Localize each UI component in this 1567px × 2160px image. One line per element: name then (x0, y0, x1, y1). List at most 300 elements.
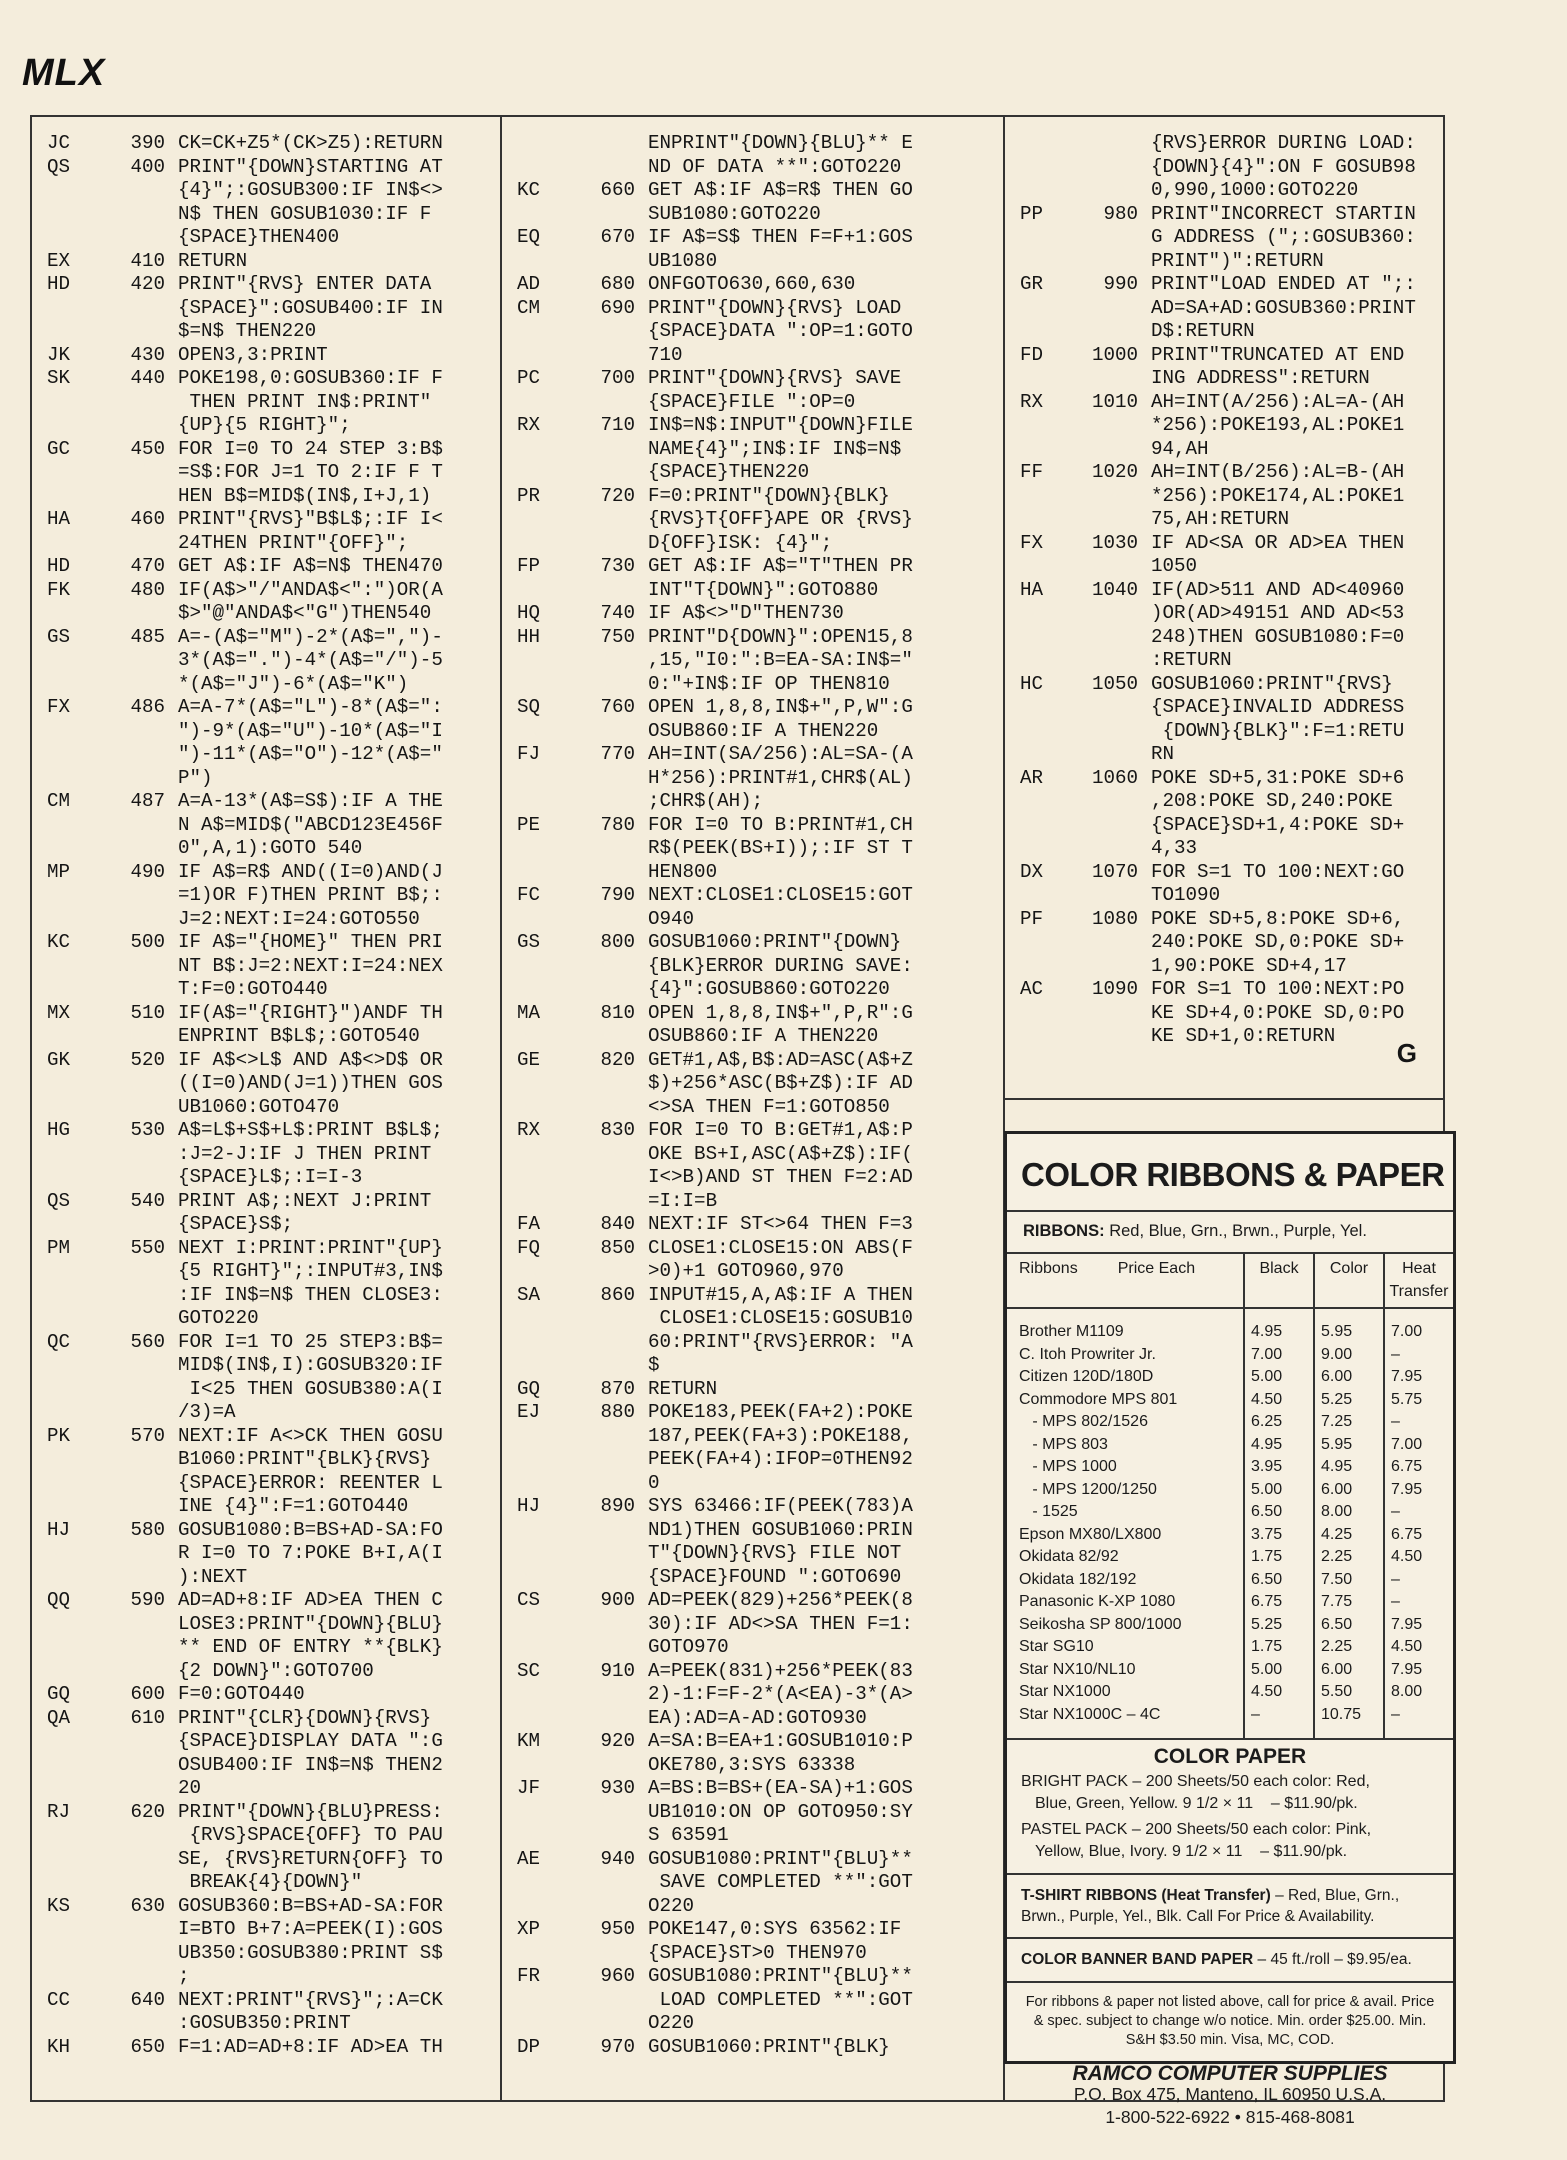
code-text: FOR I=0 TO B:PRINT#1,CH (648, 813, 913, 836)
price-color: 5.50 (1314, 1681, 1384, 1704)
price-row (1007, 1501, 1453, 1524)
code-line (1005, 861, 1445, 885)
code-text: 94,AH (1151, 437, 1209, 460)
code-line (502, 1707, 1003, 1731)
checksum: GQ (517, 1377, 541, 1400)
price-black: 5.25 (1244, 1614, 1314, 1637)
code-text: RETURN (178, 249, 248, 272)
code-text: UB1010:ON OP GOTO950:SY (648, 1800, 913, 1823)
code-line (502, 1754, 1003, 1778)
code-line (502, 626, 1003, 650)
printer-name: Star NX1000C – 4C (1019, 1705, 1161, 1723)
line-number (567, 508, 648, 532)
price-black: 3.95 (1244, 1456, 1314, 1479)
line-number (567, 978, 648, 1002)
checksum: HD (47, 555, 71, 577)
checksum (502, 1472, 567, 1496)
code-line (502, 297, 1003, 321)
line-number: 1020 (1091, 461, 1138, 483)
pastel-pack-line2: Yellow, Blue, Ivory. 9 1/2 × 11 – $11.90/pk. (1035, 1843, 1348, 1860)
price-color: 8.00 (1314, 1501, 1384, 1524)
line-number: 890 (600, 1495, 635, 1517)
code-text: A=SA:B=EA+1:GOSUB1010:P (648, 1730, 913, 1752)
line-number (1070, 602, 1151, 626)
code-text: IF A$=R$ AND((I=0)AND(J (178, 860, 443, 883)
code-text: 75,AH:RETURN (1151, 508, 1290, 530)
checksum (502, 1683, 567, 1707)
paper-title: COLOR PAPER (1153, 1745, 1307, 1768)
code-line (502, 1025, 1003, 1049)
code-text: PRINT"D{DOWN}":OPEN15,8 (648, 625, 913, 648)
checksum (32, 673, 97, 697)
checksum (32, 1918, 97, 1942)
code-text: OSUB860:IF A THEN220 (648, 719, 879, 742)
line-number: 980 (1103, 202, 1138, 225)
price-black: 6.50 (1244, 1501, 1314, 1524)
code-text: 20 (178, 1777, 202, 1799)
checksum: MA (517, 1001, 541, 1024)
code-text: IN$=N$:INPUT"{DOWN}FILE (648, 414, 913, 436)
checksum (502, 1354, 567, 1378)
checksum: KM (517, 1730, 541, 1752)
line-number: 440 (130, 367, 165, 389)
line-number (97, 720, 178, 744)
code-line (502, 1965, 1003, 1989)
checksum: FQ (517, 1236, 541, 1259)
code-line (32, 438, 500, 462)
line-number: 530 (130, 1119, 165, 1141)
line-number (97, 767, 178, 791)
checksum: EQ (517, 226, 541, 248)
line-number: 400 (130, 155, 165, 178)
line-number (97, 1378, 178, 1402)
price-color: 6.50 (1314, 1614, 1384, 1637)
checksum (502, 320, 567, 344)
line-number: 487 (130, 790, 165, 812)
code-line (502, 1824, 1003, 1848)
code-line (1005, 297, 1445, 321)
checksum (32, 1354, 97, 1378)
code-line (32, 485, 500, 509)
line-number: 800 (600, 931, 635, 953)
line-number (1070, 884, 1151, 908)
price-heat: – (1384, 1704, 1453, 1727)
line-number (97, 226, 178, 250)
line-number (567, 532, 648, 556)
checksum (32, 1566, 97, 1590)
code-line (502, 1519, 1003, 1543)
code-text: B1060:PRINT"{BLK}{RVS} (178, 1448, 432, 1470)
checksum: AC (1020, 978, 1044, 1000)
code-text: =1)OR F)THEN PRINT B$;: (178, 884, 443, 906)
code-text: PRINT"{RVS} ENTER DATA (178, 273, 432, 295)
code-text: {SPACE}THEN400 (178, 226, 340, 248)
checksum: MP (47, 860, 71, 883)
code-line (1005, 1002, 1445, 1026)
line-number (567, 250, 648, 274)
checksum (32, 1096, 97, 1120)
line-number (567, 1190, 648, 1214)
line-number (567, 579, 648, 603)
code-text: ND1)THEN GOSUB1060:PRIN (648, 1518, 913, 1541)
code-text: IF A$<>"D"THEN730 (648, 602, 844, 624)
checksum (32, 203, 97, 227)
line-number (567, 344, 648, 368)
line-number: 940 (600, 1847, 635, 1870)
line-number (567, 1025, 648, 1049)
code-line (32, 884, 500, 908)
line-number (567, 1260, 648, 1284)
price-row (1007, 1546, 1453, 1569)
code-line (502, 1613, 1003, 1637)
checksum (502, 1072, 567, 1096)
line-number: 580 (130, 1518, 165, 1541)
price-heat: – (1384, 1569, 1453, 1592)
line-number (567, 1448, 648, 1472)
checksum (502, 1425, 567, 1449)
code-line (1005, 790, 1445, 814)
line-number (567, 837, 648, 861)
code-text: *256):POKE193,AL:POKE1 (1151, 414, 1405, 436)
line-number (567, 767, 648, 791)
line-number (567, 908, 648, 932)
line-number: 950 (600, 1918, 635, 1940)
code-line (502, 978, 1003, 1002)
code-line (502, 1895, 1003, 1919)
line-number (567, 1425, 648, 1449)
code-line (502, 485, 1003, 509)
checksum (1005, 414, 1070, 438)
line-number: 730 (600, 555, 635, 577)
code-line (502, 1918, 1003, 1942)
code-line (32, 649, 500, 673)
listing-column-1 (32, 117, 502, 2100)
line-number (97, 485, 178, 509)
code-line (32, 790, 500, 814)
code-line (32, 132, 500, 156)
checksum: DP (517, 2035, 541, 2058)
code-text: N$ THEN GOSUB1030:IF F (178, 202, 432, 225)
line-number: 990 (1103, 273, 1138, 295)
checksum (32, 226, 97, 250)
line-number (97, 837, 178, 861)
line-number (97, 1965, 178, 1989)
line-number (97, 1354, 178, 1378)
line-number: 1080 (1091, 907, 1138, 930)
checksum: QQ (47, 1589, 71, 1611)
checksum (502, 649, 567, 673)
checksum: JF (517, 1777, 541, 1799)
code-text: ;CHR$(AH); (648, 790, 764, 812)
code-text: GOTO970 (648, 1636, 729, 1658)
printer-name: Panasonic K-XP 1080 (1019, 1593, 1176, 1610)
code-line (502, 1190, 1003, 1214)
checksum: FK (47, 578, 71, 601)
line-number (97, 1660, 178, 1684)
price-color: 2.25 (1314, 1636, 1384, 1659)
line-number (97, 1566, 178, 1590)
code-text: GET A$:IF A$="T"THEN PR (648, 555, 913, 577)
code-line (1005, 250, 1445, 274)
code-line (32, 1942, 500, 1966)
code-line (32, 1307, 500, 1331)
checksum (32, 1166, 97, 1190)
checksum: QA (47, 1706, 71, 1729)
banner-label: COLOR BANNER BAND PAPER (1021, 1951, 1254, 1968)
checksum (32, 908, 97, 932)
price-row (1007, 1456, 1453, 1479)
checksum (32, 1143, 97, 1167)
bright-pack (1021, 1771, 1439, 1815)
code-text: T:F=0:GOTO440 (178, 978, 328, 1000)
price-row (1007, 1479, 1453, 1502)
code-line (32, 2036, 500, 2060)
code-line (32, 1824, 500, 1848)
checksum (502, 438, 567, 462)
printer-name: Star NX10/NL10 (1019, 1660, 1136, 1678)
price-color: 6.00 (1314, 1659, 1384, 1682)
code-text: FOR I=1 TO 25 STEP3:B$= (178, 1330, 443, 1353)
checksum (502, 461, 567, 485)
code-line (502, 1495, 1003, 1519)
line-number: 1000 (1091, 343, 1138, 366)
line-number: 640 (130, 1988, 165, 2011)
checksum (502, 1613, 567, 1637)
code-line (32, 908, 500, 932)
code-line (502, 790, 1003, 814)
code-line (502, 696, 1003, 720)
code-line (502, 1472, 1003, 1496)
code-text: POKE183,PEEK(FA+2):POKE (648, 1401, 913, 1423)
price-heat: – (1384, 1411, 1453, 1434)
checksum: GR (1020, 273, 1044, 295)
code-text: CLOSE1:CLOSE15:GOSUB10 (648, 1307, 913, 1329)
checksum (502, 1166, 567, 1190)
checksum: DX (1020, 860, 1044, 883)
end-mark: G (1396, 1038, 1417, 1068)
code-line (1005, 367, 1445, 391)
code-line (32, 414, 500, 438)
line-number: 820 (600, 1048, 635, 1071)
price-black: 5.00 (1244, 1659, 1314, 1682)
price-color: 4.95 (1314, 1456, 1384, 1479)
checksum: QC (47, 1330, 71, 1353)
price-row (1007, 1704, 1453, 1727)
line-number: 450 (130, 437, 165, 460)
checksum: FX (47, 696, 71, 718)
checksum: RX (517, 414, 541, 436)
code-line (1005, 320, 1445, 344)
code-line (32, 1260, 500, 1284)
code-text: ((I=0)AND(J=1))THEN GOS (178, 1072, 443, 1094)
line-number (97, 1072, 178, 1096)
code-text: INE {4}":F=1:GOTO440 (178, 1495, 409, 1517)
line-number: 650 (130, 2035, 165, 2058)
line-number (567, 1307, 648, 1331)
code-line (32, 1284, 500, 1308)
line-number (1070, 626, 1151, 650)
line-number (97, 1871, 178, 1895)
code-line (502, 931, 1003, 955)
line-number (567, 1707, 648, 1731)
checksum: SQ (517, 696, 541, 718)
line-number (1070, 156, 1151, 180)
code-line (502, 814, 1003, 838)
code-text: LOAD COMPLETED **":GOT (648, 1988, 913, 2011)
code-text: F=1:AD=AD+8:IF AD>EA TH (178, 2035, 443, 2058)
line-number: 700 (600, 367, 635, 389)
code-line (32, 2012, 500, 2036)
code-line (1005, 156, 1445, 180)
code-text: LOSE3:PRINT"{DOWN}{BLU} (178, 1612, 443, 1635)
code-line (32, 1566, 500, 1590)
code-text: GET A$:IF A$=R$ THEN GO (648, 179, 913, 201)
line-number (567, 1754, 648, 1778)
price-row (1007, 1524, 1453, 1547)
code-text: ):NEXT (178, 1565, 248, 1588)
checksum: GE (517, 1048, 541, 1071)
checksum: FJ (517, 743, 541, 765)
code-text: :GOSUB350:PRINT (178, 2012, 351, 2034)
code-line (32, 1495, 500, 1519)
code-text: $)+256*ASC(B$+Z$):IF AD (648, 1072, 913, 1094)
line-number (1070, 1025, 1151, 1049)
code-text: R I=0 TO 7:POKE B+I,A(I (178, 1542, 443, 1564)
checksum (1005, 602, 1070, 626)
line-number (1070, 837, 1151, 861)
line-number: 670 (600, 226, 635, 248)
checksum: SA (517, 1283, 541, 1306)
price-black: 4.95 (1244, 1434, 1314, 1457)
code-text: T"{DOWN}{RVS} FILE NOT (648, 1542, 902, 1564)
checksum (32, 461, 97, 485)
price-color: 4.25 (1314, 1524, 1384, 1547)
code-line (32, 1119, 500, 1143)
code-line (502, 273, 1003, 297)
code-text: OPEN3,3:PRINT (178, 343, 328, 366)
line-number: 570 (130, 1424, 165, 1447)
printer-name: Brother M1109 (1019, 1323, 1124, 1340)
code-text: PRINT"INCORRECT STARTIN (1151, 202, 1416, 225)
code-text: OKE780,3:SYS 63338 (648, 1753, 856, 1776)
line-number (1070, 955, 1151, 979)
code-line (1005, 508, 1445, 532)
price-row (1007, 1636, 1453, 1659)
code-text: 2)-1:F=F-2*(A<EA)-3*(A> (648, 1683, 913, 1705)
checksum (502, 1989, 567, 2013)
price-black: 6.50 (1244, 1569, 1314, 1592)
code-line (1005, 344, 1445, 368)
checksum: SK (47, 367, 71, 389)
line-number (567, 1989, 648, 2013)
checksum (502, 1754, 567, 1778)
code-line (502, 132, 1003, 156)
listing-column-3 (1005, 117, 1445, 1100)
code-line (502, 414, 1003, 438)
line-number (567, 320, 648, 344)
code-text: )OR(AD>49151 AND AD<53 (1151, 602, 1405, 624)
code-line (32, 673, 500, 697)
checksum (32, 1072, 97, 1096)
code-line (502, 2036, 1003, 2060)
checksum (32, 1942, 97, 1966)
checksum (32, 1824, 97, 1848)
line-number: 830 (600, 1119, 635, 1141)
line-number (97, 673, 178, 697)
checksum: CS (517, 1589, 541, 1611)
code-line (502, 1049, 1003, 1073)
checksum (502, 1025, 567, 1049)
line-number: 550 (130, 1236, 165, 1259)
code-text: :J=2-J:IF J THEN PRINT (178, 1142, 432, 1165)
line-number (97, 908, 178, 932)
checksum (1005, 367, 1070, 391)
code-text: {5 RIGHT}";:INPUT#3,IN$ (178, 1260, 443, 1282)
checksum (502, 391, 567, 415)
code-text: TO1090 (1151, 884, 1221, 906)
header-color: Color (1314, 1253, 1384, 1308)
code-text: SYS 63466:IF(PEEK(783)A (648, 1495, 913, 1517)
line-number (1070, 367, 1151, 391)
line-number (97, 978, 178, 1002)
code-text: {BLK}ERROR DURING SAVE: (648, 954, 913, 977)
checksum (32, 1754, 97, 1778)
line-number (97, 602, 178, 626)
code-text: BREAK{4}{DOWN}" (178, 1871, 363, 1893)
code-text: IF(A$>"/"ANDA$<":")OR(A (178, 578, 443, 601)
line-number: 780 (600, 813, 635, 836)
printer-name: Commodore MPS 801 (1019, 1390, 1178, 1408)
price-row (1007, 1321, 1453, 1344)
checksum: RX (1020, 390, 1044, 413)
code-text: NEXT:PRINT"{RVS}";:A=CK (178, 1988, 443, 2011)
code-text: OPEN 1,8,8,IN$+",P,W":G (648, 696, 913, 718)
checksum (32, 1636, 97, 1660)
line-number: 460 (130, 508, 165, 530)
checksum: RJ (47, 1800, 71, 1823)
checksum: KH (47, 2035, 71, 2058)
code-text: 3*(A$=".")-4*(A$="/")-5 (178, 649, 443, 671)
checksum: HA (1020, 578, 1044, 601)
price-row (1007, 1434, 1453, 1457)
checksum (32, 884, 97, 908)
code-line (502, 1542, 1003, 1566)
checksum (32, 320, 97, 344)
code-line (32, 626, 500, 650)
line-number (567, 955, 648, 979)
code-text: A=PEEK(831)+256*PEEK(83 (648, 1659, 913, 1682)
checksum: HJ (517, 1495, 541, 1517)
code-text: POKE198,0:GOSUB360:IF F (178, 367, 443, 389)
code-line (32, 1730, 500, 1754)
code-text: GOSUB360:B=BS+AD-SA:FOR (178, 1894, 443, 1917)
code-text: OKE BS+I,ASC(A$+Z$):IF( (648, 1142, 913, 1165)
line-number: 490 (130, 860, 165, 883)
line-number (567, 1871, 648, 1895)
code-text: NAME{4}";IN$:IF IN$=N$ (648, 437, 902, 460)
code-line (32, 1636, 500, 1660)
checksum (502, 767, 567, 791)
checksum (502, 1260, 567, 1284)
line-number (97, 1613, 178, 1637)
checksum: GS (47, 625, 71, 648)
code-line (502, 391, 1003, 415)
checksum (1005, 485, 1070, 509)
code-text: SE, {RVS}RETURN{OFF} TO (178, 1847, 443, 1870)
line-number (1070, 438, 1151, 462)
price-heat: 7.95 (1384, 1366, 1453, 1389)
code-text: {SPACE}DATA ":OP=1:GOTO (648, 320, 913, 342)
